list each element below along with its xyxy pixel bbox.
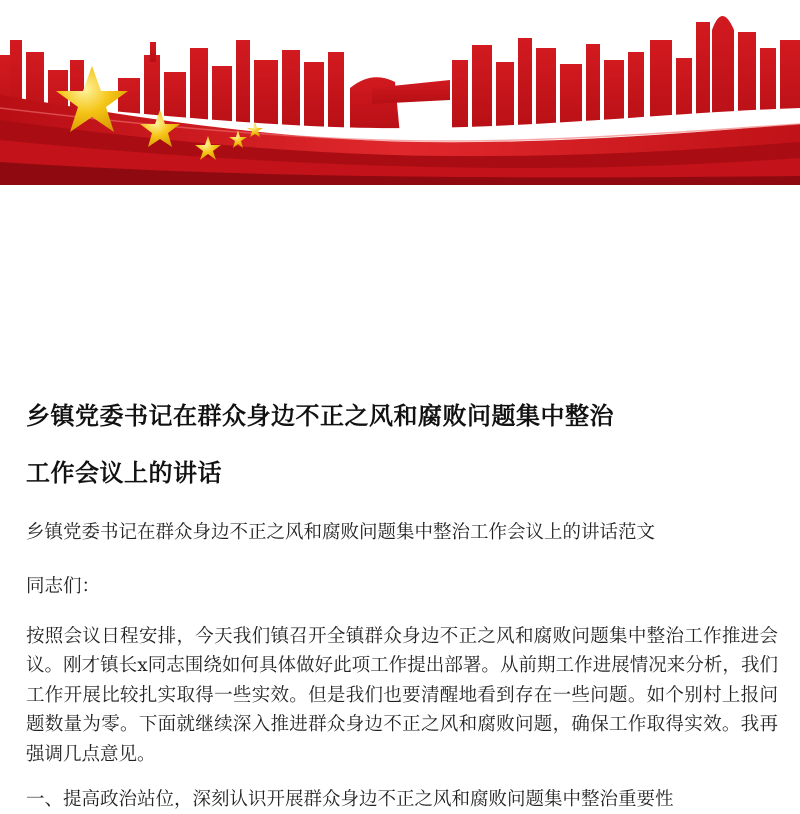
skyline-banner-graphic xyxy=(0,0,800,185)
header-banner xyxy=(0,0,800,185)
body-paragraph-1: 按照会议日程安排，今天我们镇召开全镇群众身边不正之风和腐败问题集中整治工作推进会议。刚才镇长x同志围绕如何具体做好此项工作提出部署。从前期工作进展情况来分析，我们工作开展比较扎实取得一些实效。但是我们也要清醒地看到存在一些问题。如个别村上报问题数量为零。下面就继续深入推进群众身边不正之风和腐败问题，确保工作取得实效。我再强调几点意见。 xyxy=(26,626,778,765)
salutation: 同志们： xyxy=(26,576,101,597)
title-line-1: 乡镇党委书记在群众身边不正之风和腐败问题集中整治 xyxy=(26,402,614,430)
title-line-2: 工作会议上的讲话 xyxy=(26,459,222,487)
document-subtitle: 乡镇党委书记在群众身边不正之风和腐败问题集中整治工作会议上的讲话范文 xyxy=(26,522,656,543)
document-title xyxy=(26,388,776,502)
body-paragraph-2-partial: 一、提高政治站位，深刻认识开展群众身边不正之风和腐败问题集中整治重要性 xyxy=(26,789,674,810)
